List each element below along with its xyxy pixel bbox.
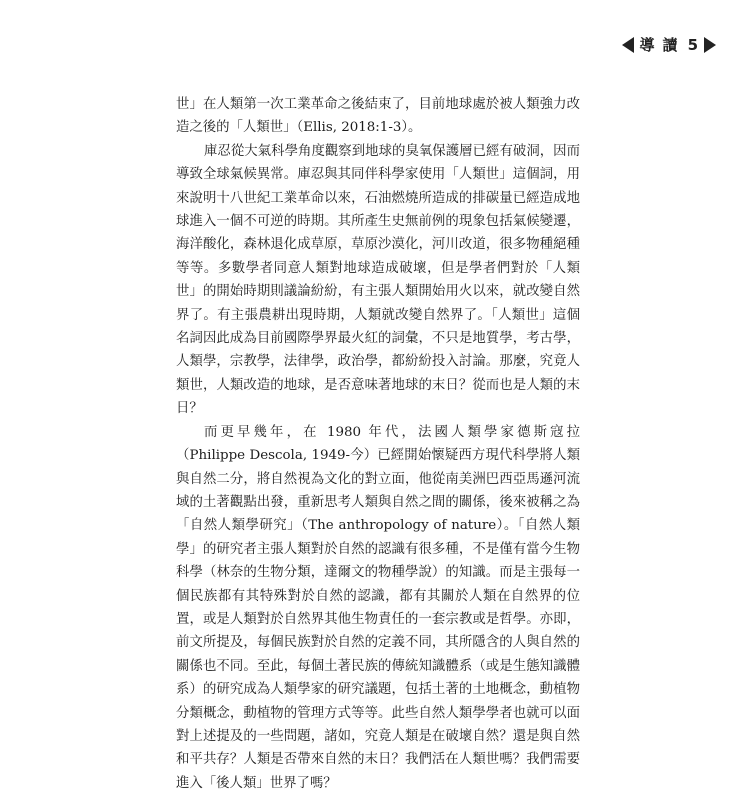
running-header [622, 34, 716, 55]
section-label: 導讀 [639, 36, 686, 54]
paragraph-1: 世」在人類第一次工業革命之後結束了，目前地球處於被人類強力改造之後的「人類世」（Ellis, 2018:1-3）。 [176, 97, 580, 136]
left-triangle-icon [622, 37, 634, 53]
paragraph-3: 而更早幾年，在 1980 年代，法國人類學家德斯寇拉（Philippe Descola, 1949-今）已經開始懷疑西方現代科學將人類與自然二分，將自然視為文化的對立面，他從南美洲巴西亞馬遜河流域的土著觀點出發，重新思考人類與自然之間的關係，後來被稱之為「自然人類學研究」（The anthropology of nature）。「自然人類學」的研究者主張人類對於自然的認識有很多種，不是僅有當今生物科學（林奈的生物分類，達爾文的物種學說）的知識。而是主張每一個民族都有其特殊對於自然的認識，都有其關於人類在自然界的位置，或是人類對於自然界其他生物責任的一套宗教或是哲學。亦即，前文所提及，每個民族對於自然的定義不同，其所隱含的人與自然的關係也不同。至此，每個土著民族的傳統知識體系（或是生態知識體系）的研究成為人類學家的研究議題，包括土著的土地概念，動植物分類概念，動植物的管理方式等等。此些自然人類學學者也就可以面對上述提及的一些問題，諸如，究竟人類是在破壞自然？還是與自然和平共存？人類是否帶來自然的末日？我們活在人類世嗎？我們需要進入「後人類」世界了嗎？ [176, 424, 580, 791]
paragraph-2: 庫忍從大氣科學角度觀察到地球的臭氧保護層已經有破洞，因而導致全球氣候異常。庫忍與其同伴科學家使用「人類世」這個詞，用來說明十八世紀工業革命以來，石油燃燒所造成的排碳量已經造成地球進入一個不可逆的時期。其所產生史無前例的現象包括氣候變遷，海洋酸化，森林退化成草原，草原沙漠化，河川改道，很多物種絕種等等。多數學者同意人類對地球造成破壞，但是學者們對於「人類世」的開始時期則議論紛紛，有主張人類開始用火以來，就改變自然界了。有主張農耕出現時期，人類就改變自然界了。「人類世」這個名詞因此成為目前國際學界最火紅的詞彙，不只是地質學，考古學，人類學，宗教學，法律學，政治學，都紛紛投入討論。那麼，究竟人類世，人類改造的地球，是否意味著地球的末日？從而也是人類的末日？ [176, 143, 580, 417]
page-number: 5 [687, 35, 698, 54]
right-triangle-icon [704, 37, 716, 53]
body-text [176, 93, 580, 795]
